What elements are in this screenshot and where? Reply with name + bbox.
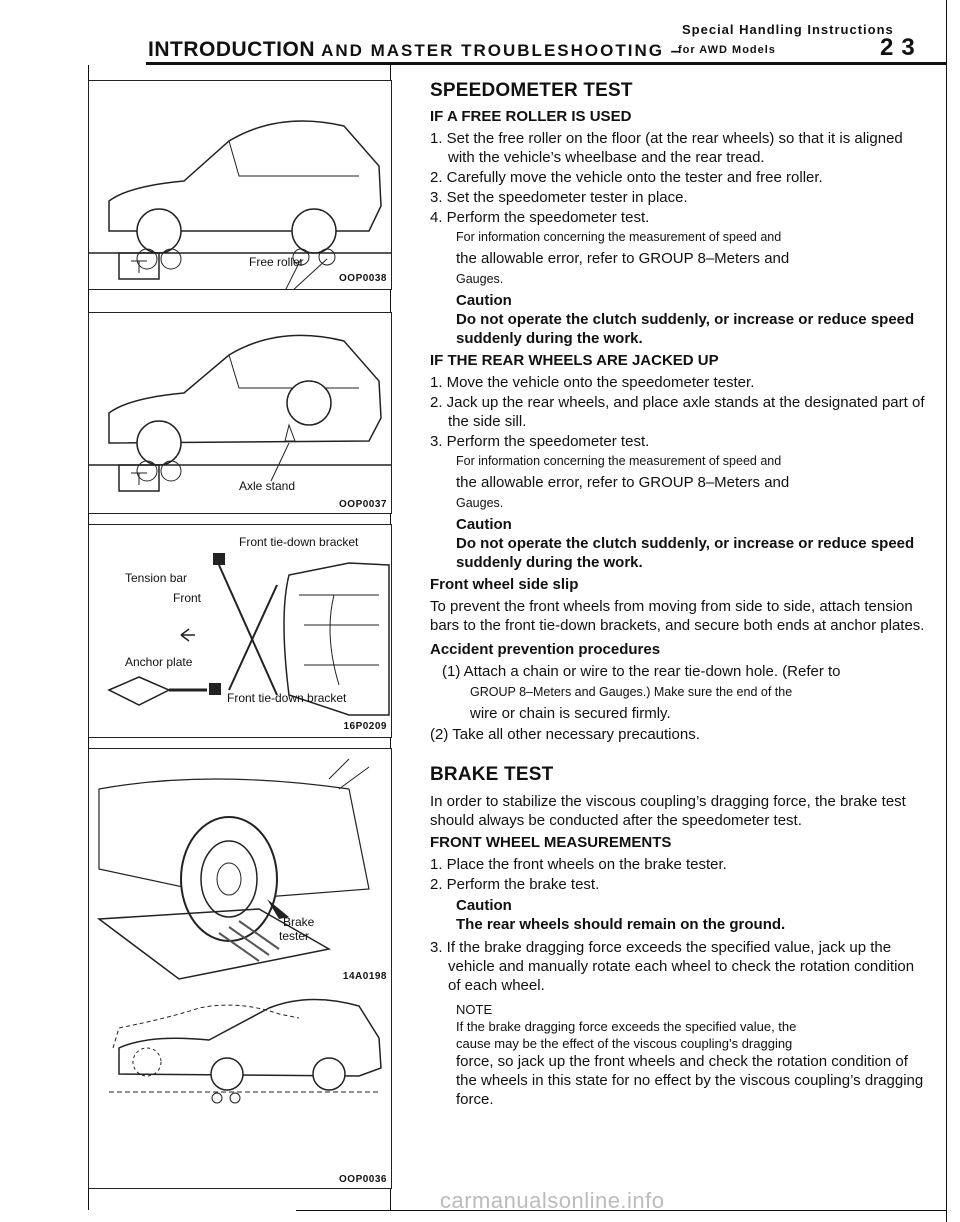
label-axle-stand: Axle stand xyxy=(239,479,296,493)
caution-2-heading: Caution xyxy=(456,516,512,533)
watermark: carmanualsonline.info xyxy=(440,1188,665,1213)
figure-brake-tester xyxy=(88,748,392,990)
front-wheel-measurements-heading: FRONT WHEEL MEASUREMENTS xyxy=(430,834,672,851)
note-text-c: force, so jack up the front wheels and check the rotation condition of the wheels in this state for no effect by the viscous coupling’s dragging force. xyxy=(456,1053,924,1108)
accident-prevention-heading: Accident prevention procedures xyxy=(430,641,661,658)
tie-down-illustration xyxy=(89,525,391,737)
figure-tie-down xyxy=(88,524,392,738)
accident-step-1c: wire or chain is secured firmly. xyxy=(470,705,671,722)
figure-jacked-vehicle xyxy=(88,988,392,1189)
header-special-handling: Special Handling Instructions xyxy=(682,22,894,37)
rear-jacked-ref-c: Gauges. xyxy=(456,496,504,510)
text-column xyxy=(430,80,930,1111)
jacked-vehicle-illustration xyxy=(89,988,391,1188)
free-roller-ref-a: For information concerning the measurement of speed and xyxy=(456,230,782,244)
label-front-tie-down-bracket-bottom: Front tie-down bracket xyxy=(227,691,347,705)
free-roller-step-2: 2. Carefully move the vehicle onto the tester and free roller. xyxy=(430,169,823,186)
right-edge-rule xyxy=(946,0,947,1222)
header-title-b: AND MASTER TROUBLESHOOTING – xyxy=(321,41,683,60)
free-roller-ref-c: Gauges. xyxy=(456,272,504,286)
rear-jacked-step-1: 1. Move the vehicle onto the speedometer tester. xyxy=(430,374,755,391)
figure-code: 16P0209 xyxy=(343,721,387,732)
brake-caution-text: The rear wheels should remain on the ground. xyxy=(456,916,786,933)
rear-jacked-ref-b: the allowable error, refer to GROUP 8–Meters and xyxy=(456,474,790,491)
brake-tester-illustration xyxy=(89,749,391,989)
label-tension-bar: Tension bar xyxy=(125,571,188,585)
header-section-title xyxy=(148,38,682,62)
accident-step-2: (2) Take all other necessary precautions. xyxy=(430,726,700,743)
caution-1-heading: Caution xyxy=(456,292,512,309)
free-roller-illustration xyxy=(89,81,391,289)
free-roller-step-4: 4. Perform the speedometer test. xyxy=(430,209,650,226)
side-slip-text: To prevent the front wheels from moving from side to side, attach tension bars to the front tie-down brackets, and secure both ends at anchor plates. xyxy=(430,598,925,634)
brake-step-1: 1. Place the front wheels on the brake tester. xyxy=(430,856,727,873)
note-text-a: If the brake dragging force exceeds the specified value, the xyxy=(456,1019,797,1034)
header-awd-models: for AWD Models xyxy=(678,44,776,56)
accident-step-1b: GROUP 8–Meters and Gauges.) Make sure the end of the xyxy=(470,685,793,699)
label-brake: Brake xyxy=(283,915,315,929)
label-anchor-plate: Anchor plate xyxy=(125,655,193,669)
brake-step-2: 2. Perform the brake test. xyxy=(430,876,600,893)
brake-test-title: BRAKE TEST xyxy=(430,764,554,785)
caution-1-text: Do not operate the clutch suddenly, or increase or reduce speed suddenly during the work. xyxy=(456,311,915,347)
brake-caution-heading: Caution xyxy=(456,897,512,914)
rear-jacked-step-3: 3. Perform the speedometer test. xyxy=(430,433,650,450)
header-rule xyxy=(146,62,946,65)
side-slip-heading: Front wheel side slip xyxy=(430,576,579,593)
figure-code: 14A0198 xyxy=(342,971,387,982)
rear-jacked-ref-a: For information concerning the measurement of speed and xyxy=(456,454,782,468)
free-roller-step-1: 1. Set the free roller on the floor (at the rear wheels) so that it is aligned with the vehicle’s wheelbase and the rear tread. xyxy=(430,130,903,166)
rear-jacked-heading: IF THE REAR WHEELS ARE JACKED UP xyxy=(430,352,719,369)
free-roller-ref-b: the allowable error, refer to GROUP 8–Meters and xyxy=(456,250,790,267)
note-heading: NOTE xyxy=(456,1002,493,1017)
speedometer-test-title: SPEEDOMETER TEST xyxy=(430,80,633,101)
label-front-tie-down-bracket-top: Front tie-down bracket xyxy=(239,535,359,549)
label-tester: tester xyxy=(279,929,310,943)
caution-2-text: Do not operate the clutch suddenly, or increase or reduce speed suddenly during the work. xyxy=(456,535,915,571)
figure-code: OOP0036 xyxy=(339,1174,387,1185)
figure-code: OOP0038 xyxy=(339,273,387,284)
header-title-a: INTRODUCTION xyxy=(148,38,315,61)
figure-axle-stand xyxy=(88,312,392,514)
brake-intro: In order to stabilize the viscous coupling’s dragging force, the brake test should always be conducted after the speedometer test. xyxy=(430,793,906,829)
figure-free-roller xyxy=(88,80,392,290)
header-group-number: 23 xyxy=(880,34,923,61)
accident-step-1a: (1) Attach a chain or wire to the rear tie-down hole. (Refer to xyxy=(442,663,841,680)
note-text-b: cause may be the effect of the viscous coupling’s dragging xyxy=(456,1036,793,1051)
label-front: Front xyxy=(173,591,202,605)
label-free-roller: Free roller xyxy=(249,255,304,269)
figure-code: OOP0037 xyxy=(339,499,387,510)
brake-step-3: 3. If the brake dragging force exceeds the specified value, jack up the vehicle and manually rotate each wheel to check the rotation condition of each wheel. xyxy=(430,939,915,994)
rear-jacked-step-2: 2. Jack up the rear wheels, and place axle stands at the designated part of the side sill. xyxy=(430,394,925,430)
free-roller-step-3: 3. Set the speedometer tester in place. xyxy=(430,189,688,206)
free-roller-heading: IF A FREE ROLLER IS USED xyxy=(430,108,632,125)
